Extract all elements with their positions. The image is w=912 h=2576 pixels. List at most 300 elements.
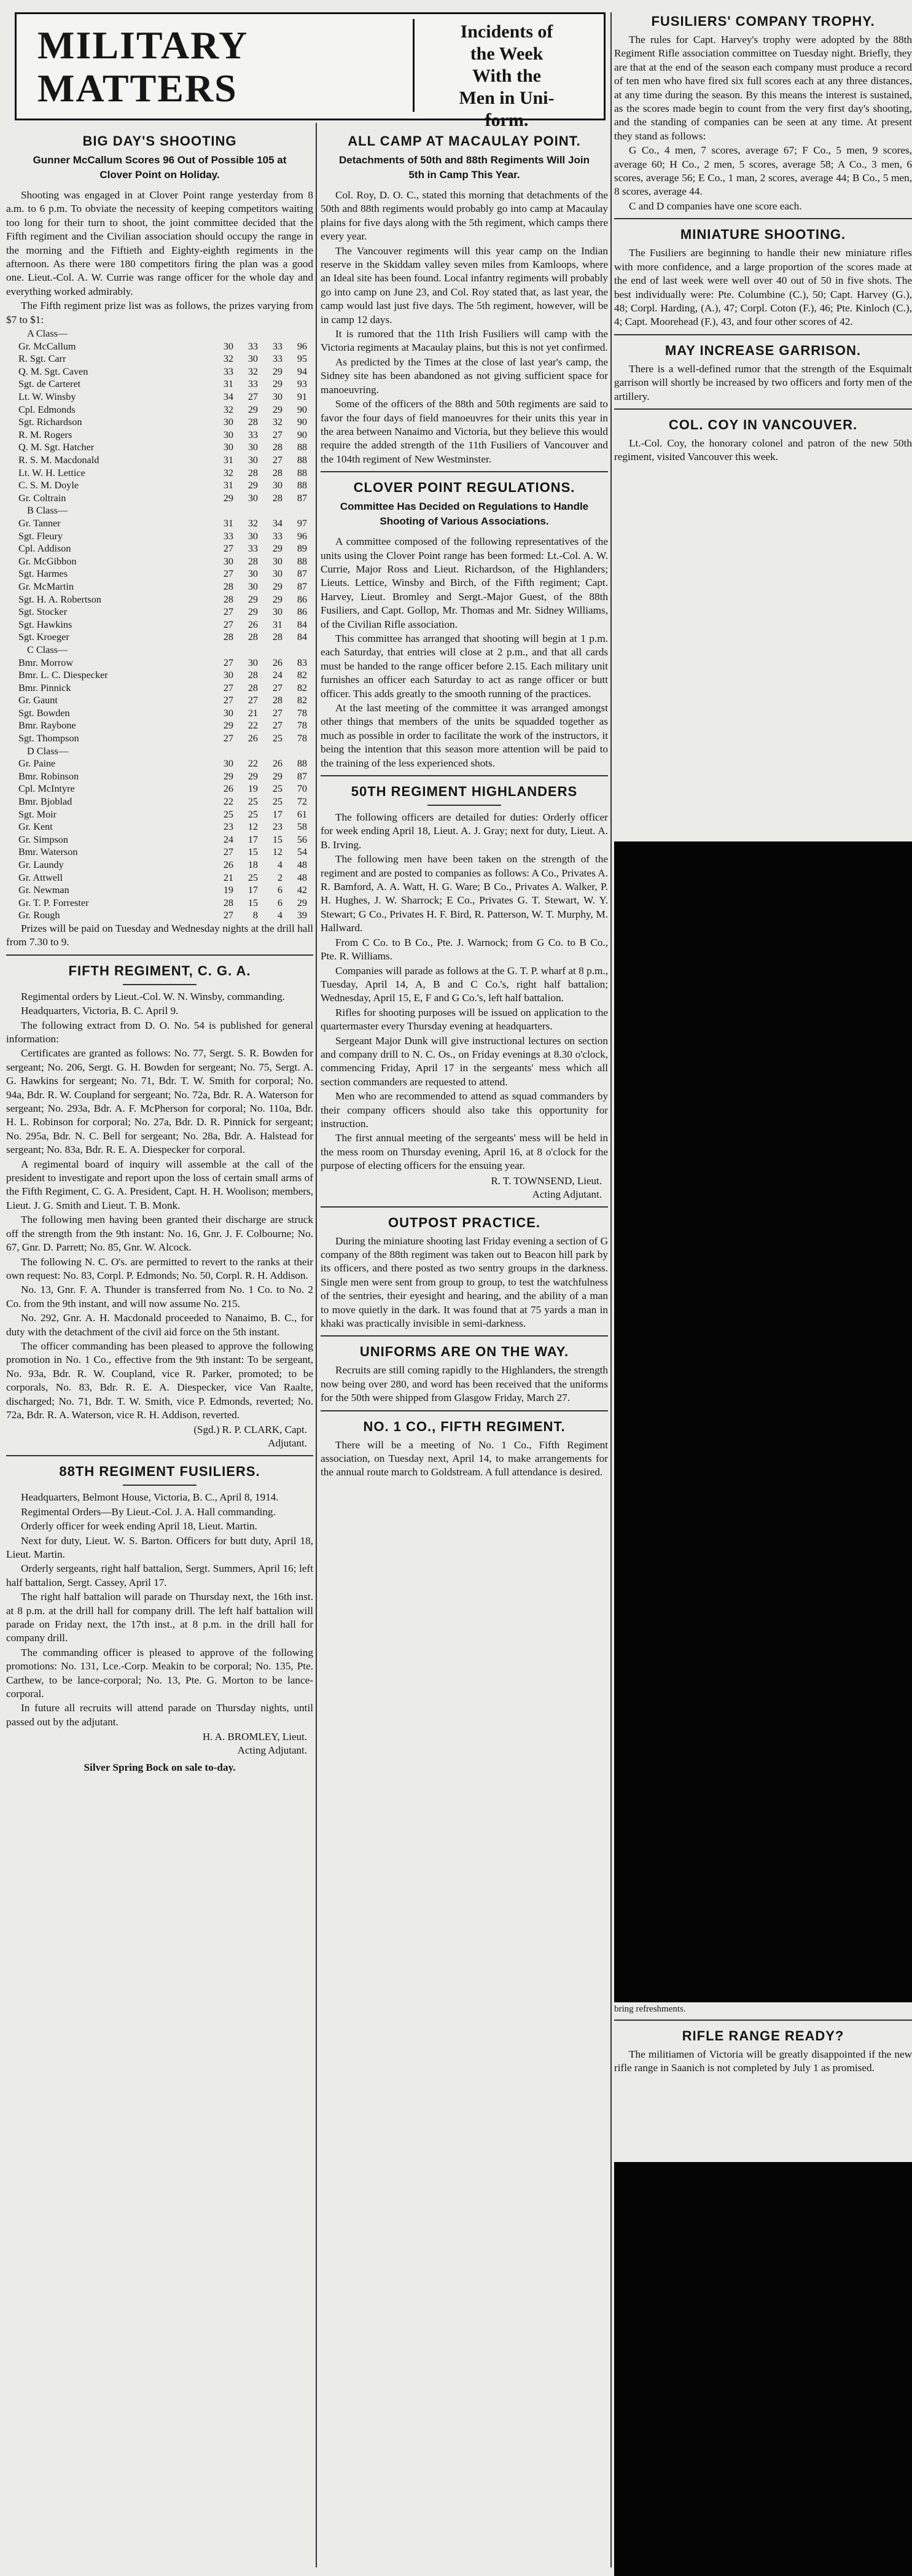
score-cell <box>283 504 307 517</box>
section-divider <box>321 1206 608 1208</box>
score-cell: 27 <box>272 682 283 693</box>
score-cell: 33 <box>247 378 258 390</box>
score-cell: 24 <box>223 833 233 845</box>
score-cell: 28 <box>272 631 283 643</box>
score-row <box>18 391 307 404</box>
score-name-cell: Gr. Kent <box>18 821 53 833</box>
score-name-cell: Gr. Laundy <box>18 859 64 870</box>
score-row <box>18 707 307 720</box>
score-cell: 78 <box>297 720 307 732</box>
score-cell: 27 <box>223 657 233 668</box>
score-cell: 18 <box>247 859 258 870</box>
score-name-cell: Gr. Tanner <box>18 517 61 529</box>
score-name-cell: Gr. McMartin <box>18 580 74 592</box>
score-cell: 28 <box>272 442 283 453</box>
score-row <box>18 517 307 530</box>
section-divider <box>321 1410 608 1411</box>
score-cell: 29 <box>223 770 233 782</box>
score-cell: 88 <box>297 455 307 466</box>
score-name-cell: Sgt. Stocker <box>18 606 68 618</box>
score-cell: 26 <box>247 619 258 630</box>
score-cell: 28 <box>247 555 258 567</box>
headline-underline <box>123 984 197 985</box>
score-cell: 70 <box>297 783 307 795</box>
score-cell: 33 <box>247 543 258 555</box>
score-row <box>18 606 307 619</box>
score-cell: 30 <box>247 455 258 466</box>
score-cell: 89 <box>297 543 307 555</box>
score-cell: 96 <box>297 530 307 542</box>
score-cell <box>283 644 307 657</box>
score-row <box>18 909 307 922</box>
score-cell: 17 <box>247 884 258 896</box>
score-cell: 27 <box>223 846 233 858</box>
article-paragraph: Men who are recommended to attend as squad commanders by their company officers should also take this opportunity for instruction. <box>321 1090 608 1130</box>
score-name-cell: Gr. McCallum <box>18 340 76 352</box>
score-cell: 87 <box>297 580 307 592</box>
score-cell: 27 <box>272 720 283 732</box>
score-row <box>18 897 307 910</box>
article-paragraph: C and D companies have one score each. <box>629 200 802 212</box>
headline-88th: 88TH REGIMENT FUSILIERS. <box>59 1464 260 1480</box>
article-paragraph: The following men having been granted their discharge are struck off the strength from the 9th instant: No. 16, Gnr. J. F. Colbourne; No. 67, Gnr. D. Parrett; No. 85, Gnr. W. Alcock. <box>6 1214 313 1254</box>
score-cell: 29 <box>272 543 283 555</box>
score-name-cell: Gr. Coltrain <box>18 492 66 504</box>
score-name-cell: Sgt. Kroeger <box>18 631 69 643</box>
signature: R. T. TOWNSEND, Lieut. <box>491 1174 602 1187</box>
score-row <box>18 504 307 517</box>
article-paragraph: As predicted by the Times at the close of last year's camp, the Sidney site has been abandoned as not giving sufficient space for manoeuvring. <box>321 356 608 396</box>
score-row <box>18 657 307 669</box>
score-name-cell: Gr. Attwell <box>18 872 63 883</box>
score-cell <box>233 745 258 758</box>
score-name-cell: Sgt. Harmes <box>18 568 68 580</box>
score-cell: 30 <box>223 555 233 567</box>
article-paragraph: The Fifth regiment prize list was as follows, the prizes varying from $7 to $1: <box>6 300 313 326</box>
section-divider <box>321 775 608 776</box>
section-divider <box>614 2020 912 2021</box>
score-name-cell: Sgt. Thompson <box>18 733 79 744</box>
blacked-out-region <box>614 841 912 2002</box>
score-name-cell: Bmr. L. C. Diespecker <box>18 669 108 681</box>
article-paragraph: Rifles for shooting purposes will be issued on application to the quartermaster every Thursday evening at headquarters. <box>321 1006 608 1032</box>
score-name-cell: Bmr. Raybone <box>18 720 76 732</box>
subhead-all-camp: Detachments of 50th and 88th Regiments Will Join 5th in Camp This Year. <box>339 154 590 181</box>
article-paragraph: No. 292, Gnr. A. H. Macdonald proceeded to Nanaimo, B. C., for duty with the detachment of the civil aid force on the 5th instant. <box>6 1312 313 1338</box>
score-cell: 29 <box>272 770 283 782</box>
article-paragraph: Sergeant Major Dunk will give instructional lectures on section and company drill to N. C. Os., on Friday evenings at 8.30 o'clock, commencing Friday, April 17 in the sergeants' mess which all section commanders are requested to attend. <box>321 1034 608 1088</box>
score-cell: 28 <box>247 682 258 693</box>
score-cell <box>209 327 233 340</box>
section-divider <box>321 1335 608 1337</box>
article-paragraph: The militiamen of Victoria will be greatly disappointed if the new rifle range in Saanich is not completed by July 1 as promised. <box>614 2048 912 2074</box>
score-cell: 39 <box>297 910 307 921</box>
score-table-footer: Prizes will be paid on Tuesday and Wednesday nights at the drill hall from 7.30 to 9. <box>6 922 313 948</box>
article-paragraph: Headquarters, Victoria, B. C. April 9. <box>21 1005 179 1017</box>
score-cell: 34 <box>272 517 283 529</box>
masthead-title-line: MILITARY <box>37 23 249 67</box>
headline-rifle-range: RIFLE RANGE READY? <box>682 2028 844 2043</box>
score-cell <box>209 504 233 517</box>
article-paragraph: During the miniature shooting last Friday evening a section of G company of the 88th regiment was taken out to Beacon hill park by its officers, and there posted as two sentry groups in the darkness. Single men were sent from group to group, to test the watchfulness of the sentries, their eyesight and hearing, and the ability of a man to move quietly in the dark. It was found that at 75 yards a man in khaki was practically invisible in semi-darkness. <box>321 1235 608 1330</box>
score-cell: 25 <box>272 796 283 808</box>
score-cell: 25 <box>223 808 233 820</box>
score-row <box>18 467 307 480</box>
score-cell: 25 <box>247 796 258 808</box>
score-cell <box>283 327 307 340</box>
subhead-big-day: Gunner McCallum Scores 96 Out of Possible 105 at Clover Point on Holiday. <box>33 154 287 181</box>
score-cell: 58 <box>297 821 307 833</box>
headline-clover-point: CLOVER POINT REGULATIONS. <box>353 480 575 496</box>
score-cell: 32 <box>247 365 258 377</box>
score-cell: 31 <box>223 517 233 529</box>
score-table <box>18 327 307 922</box>
score-cell: 28 <box>272 492 283 504</box>
score-cell: 30 <box>223 416 233 428</box>
headline-fusiliers-trophy: FUSILIERS' COMPANY TROPHY. <box>651 14 875 29</box>
score-cell: 27 <box>247 391 258 403</box>
score-cell: 22 <box>247 758 258 770</box>
score-row <box>18 644 307 657</box>
score-cell: 27 <box>223 568 233 580</box>
masthead-subtitle-box <box>413 19 599 130</box>
score-name-cell: Gr. Paine <box>18 758 56 770</box>
score-cell: 30 <box>223 669 233 681</box>
score-name-cell: Sgt. Richardson <box>18 416 82 428</box>
score-row <box>18 795 307 808</box>
score-row <box>18 454 307 467</box>
score-name-cell: Gr. Gaunt <box>18 695 58 706</box>
score-cell: 27 <box>223 543 233 555</box>
score-cell: 28 <box>247 669 258 681</box>
score-name-cell: D Class— <box>27 745 69 757</box>
score-cell: 97 <box>297 517 307 529</box>
headline-garrison: MAY INCREASE GARRISON. <box>665 342 862 358</box>
section-divider <box>614 218 912 219</box>
score-name-cell: Gr. Simpson <box>18 833 68 845</box>
score-cell: 27 <box>272 429 283 440</box>
article-paragraph: No. 13, Gnr. F. A. Thunder is transferred from No. 1 Co. to No. 2 Co. from the 9th instant, and will now assume No. 215. <box>6 1284 313 1309</box>
score-cell: 25 <box>272 783 283 795</box>
score-name-cell: A Class— <box>27 328 68 340</box>
score-cell: 54 <box>297 846 307 858</box>
article-paragraph: The Fusiliers are beginning to handle their new miniature rifles with more confidence, and a large proportion of the scores made at the end of last week were well over 40 out of 50 in five shots. The best individually were: Pte. Columbine (C.), 50; Capt. Harvey (G.), 48; Corpl. Harding, (A.), 47; Corpl. Coton (F.), 46; Pte. Kinloch (C.), 4; Capt. Moorehead (F.), 43, and four other scores of 42. <box>614 247 912 328</box>
score-cell: 25 <box>247 872 258 883</box>
score-cell: 86 <box>297 606 307 618</box>
score-name-cell: Sgt. Hawkins <box>18 619 72 630</box>
score-cell: 28 <box>223 593 233 605</box>
score-cell: 30 <box>223 758 233 770</box>
score-name-cell: Sgt. H. A. Robertson <box>18 593 101 605</box>
score-cell: 15 <box>272 833 283 845</box>
continued-fragment: bring refreshments. <box>614 2004 686 2014</box>
article-paragraph: At the last meeting of the committee it was arranged amongst other things that members of the units be squadded together as much as possible in order to facilitate the work of the instructors, it being the intention that this season more attention will be paid to the training of the less experienced shots. <box>321 702 608 769</box>
score-cell: 42 <box>297 884 307 896</box>
score-cell: 91 <box>297 391 307 403</box>
score-cell: 30 <box>272 480 283 491</box>
score-cell: 29 <box>247 593 258 605</box>
section-divider <box>614 334 912 335</box>
score-cell: 26 <box>223 859 233 870</box>
score-row <box>18 859 307 872</box>
score-cell: 2 <box>277 872 283 883</box>
article-paragraph: Orderly sergeants, right half battalion, Sergt. Summers, April 16; left half battalion, Sergt. Cassey, April 17. <box>6 1563 313 1588</box>
score-cell: 17 <box>247 833 258 845</box>
score-cell: 27 <box>223 695 233 706</box>
score-cell: 31 <box>223 455 233 466</box>
score-name-cell: C. S. M. Doyle <box>18 480 79 491</box>
score-cell: 78 <box>297 733 307 744</box>
score-cell: 90 <box>297 429 307 440</box>
score-name-cell: Bmr. Robinson <box>18 770 79 782</box>
score-cell <box>283 745 307 758</box>
masthead-title-line: MATTERS <box>37 66 238 110</box>
score-name-cell: B Class— <box>27 505 68 517</box>
advert-line: Silver Spring Bock on sale to-day. <box>84 1762 236 1774</box>
score-cell: 29 <box>272 404 283 415</box>
score-cell: 29 <box>247 404 258 415</box>
score-cell: 27 <box>223 910 233 921</box>
score-row <box>18 340 307 353</box>
article-paragraph: It is rumored that the 11th Irish Fusiliers will camp with the Victoria regiments at Macaulay plains, but this is not yet confirmed. <box>321 328 608 354</box>
article-paragraph: This committee has arranged that shooting will begin at 1 p.m. each Saturday, that entries will close at 2 p.m., and that all cards must be handed to the range officer before 2.15. Each military unit furnishes an officer each Saturday to act as range officer or butt officer. This adds greatly to the smooth running of the practices. <box>321 632 608 700</box>
score-name-cell: Lt. W. H. Lettice <box>18 467 85 478</box>
score-cell: 24 <box>272 669 283 681</box>
score-row <box>18 441 307 454</box>
article-paragraph: The commanding officer is pleased to approve of the following promotions: No. 131, Lce.-Corp. Meakin to be corporal; No. 135, Pte. Carthew, to be lance-corporal; No. 13, Pte. G. Morton to be lance-corporal. <box>6 1646 313 1700</box>
article-paragraph: Orderly officer for week ending April 18, Lieut. Martin. <box>21 1520 257 1532</box>
article-paragraph: Regimental orders by Lieut.-Col. W. N. Winsby, commanding. <box>21 990 285 1002</box>
score-cell: 56 <box>297 833 307 845</box>
score-cell: 31 <box>223 378 233 390</box>
score-cell: 72 <box>297 796 307 808</box>
score-row <box>18 821 307 833</box>
article-paragraph: Next for duty, Lieut. W. S. Barton. Officers for butt duty, April 18, Lieut. Martin. <box>6 1534 313 1560</box>
score-cell: 30 <box>247 530 258 542</box>
score-cell: 87 <box>297 492 307 504</box>
article-paragraph: From C Co. to B Co., Pte. J. Warnock; from G Co. to B Co., Pte. R. Williams. <box>321 936 608 962</box>
article-paragraph: Col. Roy, D. O. C., stated this morning that detachments of the 50th and 88th regiments would probably go into camp at Macaulay plains for five days along with the 5th regiment, which camps there every year. <box>321 189 608 243</box>
article-paragraph: Shooting was engaged in at Clover Point range yesterday from 8 a.m. to 6 p.m. To obviate the necessity of keeping competitors waiting too long for their turn to shoot, the joint committee decided that the Fifth regiment and the Civilian association should occupy the range in the morning and the Fiftieth and Eighty-eighth regiments in the afternoon. As there were 180 competitors firing the plan was a good one. Lieut.-Col. A. W. Currie was range officer for the whole day and everything worked admirably. <box>6 189 313 297</box>
score-name-cell: Cpl. McIntyre <box>18 783 75 795</box>
score-row <box>18 833 307 846</box>
score-cell: 6 <box>277 897 283 908</box>
score-cell: 19 <box>247 783 258 795</box>
score-row <box>18 353 307 365</box>
article-paragraph: Some of the officers of the 88th and 50th regiments are said to favor the four days of field manoeuvres for their units this year in the area between Nanaimo and Victoria, but they believe this would require the added strength of the 11th Fusiliers of Vancouver and the 104th regiment of New Westminster. <box>321 398 608 465</box>
section-divider <box>614 408 912 410</box>
score-row <box>18 757 307 770</box>
score-name-cell: Gr. T. P. Forrester <box>18 897 89 908</box>
score-cell: 12 <box>272 846 283 858</box>
score-cell: 12 <box>247 821 258 833</box>
score-cell: 6 <box>277 884 283 896</box>
score-name-cell: Cpl. Edmonds <box>18 404 76 415</box>
score-cell <box>258 745 283 758</box>
score-cell: 29 <box>223 492 233 504</box>
score-name-cell: Bmr. Morrow <box>18 657 74 668</box>
article-paragraph: The following men have been taken on the strength of the regiment and are posted to companies as follows: A Co., Privates A. R. Bamford, A. A. Watt, H. G. Ware; B Co., Privates A. Walker, P. H. Hughes, J. W. Sharrock; E Co., Privates G. T. Stewart, W. Y. Stewart; G Co., Privates H. F. Bird, R. Patterson, W. T. Murphy, M. Hallward. <box>321 853 608 934</box>
score-cell: 96 <box>297 340 307 352</box>
score-cell: 87 <box>297 568 307 580</box>
score-name-cell: Q. M. Sgt. Caven <box>18 365 88 377</box>
score-cell: 15 <box>247 897 258 908</box>
score-cell: 93 <box>297 378 307 390</box>
score-cell: 26 <box>223 783 233 795</box>
score-cell: 28 <box>247 416 258 428</box>
score-cell: 32 <box>272 416 283 428</box>
score-cell <box>258 644 283 657</box>
score-name-cell: R. Sgt. Carr <box>18 353 66 365</box>
headline-coy: COL. COY IN VANCOUVER. <box>668 416 858 432</box>
score-cell: 88 <box>297 758 307 770</box>
score-cell: 30 <box>223 442 233 453</box>
article-paragraph: G Co., 4 men, 7 scores, average 67; F Co., 5 men, 9 scores, average 60; H Co., 2 men, 5 scores, average 58; A Co., 3 men, 6 scores, average 56; E Co., 1 man, 2 scores, average 44; B Co., 5 men, 8 scores, average 44. <box>614 144 912 198</box>
score-row <box>18 327 307 340</box>
article-paragraph: The rules for Capt. Harvey's trophy were adopted by the 88th Regiment Rifle association committee on Tuesday night. Briefly, they are that at the end of the season each company must produce a record of ten men who have fired six full scores each at any three distances, at any time during the season. By this means the interest is sustained, as the scores made begin to count from the very first day's shooting, and the standing of companies can be seen at any time. At present they stand as follows: <box>614 34 912 142</box>
headline-outpost: OUTPOST PRACTICE. <box>388 1214 540 1230</box>
score-cell: 29 <box>272 580 283 592</box>
score-cell: 32 <box>223 467 233 478</box>
article-paragraph: The Vancouver regiments will this year camp on the Indian reserve in the Skiddam valley seven miles from Kamloops, where an Ideal site has been found. Local infantry regiments will probably go into camp on June 23, and Col. Roy stated that, as last year, the camp would last just five days. The 5th regiment, however, will be in camp 12 days. <box>321 244 608 326</box>
score-cell: 29 <box>223 720 233 732</box>
score-cell: 82 <box>297 669 307 681</box>
score-cell: 95 <box>297 353 307 365</box>
score-name-cell: Q. M. Sgt. Hatcher <box>18 442 95 453</box>
signature-title: Adjutant. <box>268 1437 307 1450</box>
score-name-cell: Sgt. de Carteret <box>18 378 81 390</box>
score-row <box>18 492 307 505</box>
score-cell: 28 <box>247 467 258 478</box>
score-cell: 33 <box>247 429 258 440</box>
score-cell: 30 <box>272 568 283 580</box>
article-paragraph: The following extract from D. O. No. 54 is published for general information: <box>6 1019 313 1045</box>
score-cell: 27 <box>272 455 283 466</box>
score-cell: 82 <box>297 695 307 706</box>
score-row <box>18 846 307 859</box>
score-cell: 30 <box>247 492 258 504</box>
article-paragraph: The right half battalion will parade on Thursday next, the 16th inst. at 8 p.m. at the drill hall for company drill. The left half battalion will parade on Friday next, the 17th inst., at 8 p.m. in the drill hall for company drill. <box>6 1591 313 1644</box>
score-cell: 26 <box>272 758 283 770</box>
score-cell: 26 <box>272 657 283 668</box>
masthead-box-line: form. <box>485 110 529 130</box>
score-cell: 17 <box>272 808 283 820</box>
score-cell: 30 <box>272 555 283 567</box>
headline-fifth-cga: FIFTH REGIMENT, C. G. A. <box>68 962 251 978</box>
score-cell: 30 <box>247 580 258 592</box>
score-name-cell: Lt. W. Winsby <box>18 391 76 403</box>
score-name-cell: Sgt. Fleury <box>18 530 63 542</box>
score-name-cell: R. M. Rogers <box>18 429 72 440</box>
score-cell: 88 <box>297 442 307 453</box>
score-cell: 27 <box>223 606 233 618</box>
masthead-title <box>37 24 381 110</box>
section-divider <box>321 471 608 472</box>
score-name-cell: Gr. Rough <box>18 910 60 921</box>
score-cell: 28 <box>223 631 233 643</box>
score-cell: 28 <box>272 695 283 706</box>
score-cell: 30 <box>272 391 283 403</box>
score-row <box>18 719 307 732</box>
masthead-box-line: Men in Uni- <box>459 88 555 108</box>
article-paragraph: Regimental Orders—By Lieut.-Col. J. A. Hall commanding. <box>21 1505 276 1518</box>
score-row <box>18 631 307 644</box>
article-paragraph: The following officers are detailed for duties: Orderly officer for week ending April 18, Lieut. A. J. Gray; next for duty, Lieut. A. B. Irving. <box>321 811 608 851</box>
score-cell: 33 <box>223 530 233 542</box>
score-row <box>18 682 307 695</box>
score-cell: 30 <box>247 568 258 580</box>
score-row <box>18 416 307 429</box>
article-paragraph: There will be a meeting of No. 1 Co., Fifth Regiment association, on Tuesday next, April 14, to make arrangements for the annual route march to Goldstream. A full attendance is desired. <box>321 1438 608 1478</box>
article-paragraph: Certificates are granted as follows: No. 77, Sergt. S. R. Bowden for sergeant; No. 206, Sergt. G. H. Bowden for sergeant; No. 75, Sergt. A. G. Hawkins for sergeant; No. 71, Bdr. T. W. Smith for corporal; No. 94a, Bdr. R. W. Coupland for sergeant; No. 72a, Bdr. R. A. Waterson for sergeant; No. 293a, Bdr. A. F. McPherson for corporal; No. 110a, Bdr. H. L. Robinson for corporal; No. 27a, Bdr. D. R. Pinnick for sergeant; No. 295a, Bdr. N. C. Bell for sergeant; No. 28a, Bdr. A. Halstead for sergeant; No. 83a, Bdr. R. E. A. Diespecker for corporal. <box>6 1047 313 1156</box>
score-row <box>18 884 307 897</box>
score-row <box>18 429 307 442</box>
score-cell: 25 <box>272 733 283 744</box>
article-paragraph: A committee composed of the following representatives of the units using the Clover Point range has been formed: Lt.-Col. A. W. Currie, Major Ross and Lieut. Richardson, of the Highlanders; Lieuts. Lettice, Winsby and Birch, of the Fifth regiment; Capt. Harvey, Lieut. Bromley and Sergt.-Major Guest, of the 88th Fusiliers, and Capt. Gollop, Mr. Thomas and Mr. Sidney Williams, of the Civilian Rifle association. <box>321 536 608 630</box>
score-cell: 83 <box>297 657 307 668</box>
score-cell: 30 <box>247 442 258 453</box>
article-paragraph: In future all recruits will attend parade on Thursday nights, until passed out by the adjutant. <box>6 1702 313 1728</box>
article-paragraph: The first annual meeting of the sergeants' mess will be held in the mess room on Thursday evening, April 16, at 8 o'clock for the purpose of electing officers for the ensuing year. <box>321 1132 608 1172</box>
score-cell: 22 <box>223 796 233 808</box>
score-name-cell: Sgt. Moir <box>18 808 57 820</box>
score-name-cell: C Class— <box>27 644 68 655</box>
score-cell <box>258 327 283 340</box>
score-name-cell: Gr. McGibbon <box>18 555 77 567</box>
score-row <box>18 593 307 606</box>
headline-big-day: BIG DAY'S SHOOTING <box>82 133 237 149</box>
score-row <box>18 530 307 543</box>
score-cell: 61 <box>297 808 307 820</box>
score-row <box>18 872 307 884</box>
masthead-box-line: the Week <box>470 44 544 64</box>
score-cell: 31 <box>272 619 283 630</box>
score-cell: 84 <box>297 631 307 643</box>
score-cell: 32 <box>247 517 258 529</box>
score-cell: 29 <box>272 593 283 605</box>
score-cell: 90 <box>297 404 307 415</box>
column-1 <box>6 126 313 2576</box>
score-cell <box>209 745 233 758</box>
score-cell: 25 <box>247 808 258 820</box>
score-cell: 30 <box>247 353 258 365</box>
column-3-lower <box>614 2004 912 2163</box>
score-cell: 8 <box>252 910 258 921</box>
score-cell <box>258 504 283 517</box>
score-cell: 29 <box>272 378 283 390</box>
masthead <box>6 0 608 130</box>
score-cell <box>209 644 233 657</box>
score-cell: 27 <box>223 619 233 630</box>
score-cell: 30 <box>223 340 233 352</box>
article-paragraph: Headquarters, Belmont House, Victoria, B. C., April 8, 1914. <box>21 1491 279 1504</box>
article-paragraph: Lt.-Col. Coy, the honorary colonel and patron of the new 50th regiment, visited Vancouver this week. <box>614 437 912 463</box>
score-row <box>18 542 307 555</box>
score-cell: 88 <box>297 467 307 478</box>
headline-highlanders: 50TH REGIMENT HIGHLANDERS <box>351 784 578 800</box>
score-row <box>18 568 307 580</box>
article-paragraph: There is a well-defined rumor that the strength of the Esquimalt garrison will shortly be increased by two officers and forty men of the artillery. <box>614 362 912 402</box>
score-cell: 27 <box>223 733 233 744</box>
headline-underline <box>427 805 501 806</box>
score-cell: 90 <box>297 416 307 428</box>
score-row <box>18 404 307 416</box>
score-cell: 33 <box>247 340 258 352</box>
article-paragraph: Recruits are still coming rapidly to the Highlanders, the strength now being over 280, and word has been received that the uniforms for the 50th were shipped from Glasgow Friday, March 27. <box>321 1364 608 1404</box>
score-cell: 86 <box>297 593 307 605</box>
article-paragraph: The following N. C. O's. are permitted to revert to the ranks at their own request: No. 83, Corpl. P. Edmonds; No. 50, Corpl. R. H. Addison. <box>6 1255 313 1281</box>
score-cell: 27 <box>247 695 258 706</box>
